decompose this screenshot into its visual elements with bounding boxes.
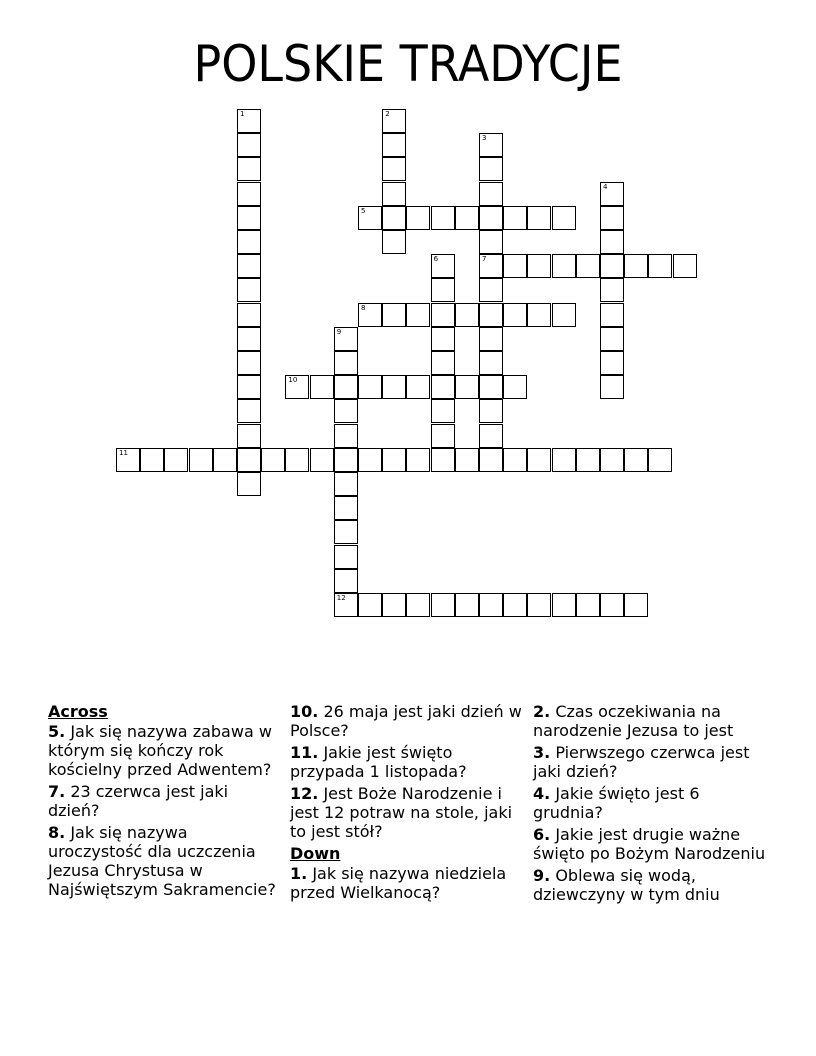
clue-number: 12. bbox=[290, 784, 319, 803]
grid-cell[interactable] bbox=[140, 448, 164, 472]
grid-cell[interactable] bbox=[334, 327, 358, 351]
grid-cell[interactable] bbox=[237, 375, 261, 399]
grid-cell[interactable] bbox=[479, 278, 503, 302]
grid-cell[interactable] bbox=[116, 448, 140, 472]
clue-column-2 bbox=[290, 702, 525, 905]
grid-cell[interactable] bbox=[600, 278, 624, 302]
clue-number: 3. bbox=[533, 743, 551, 762]
clue-number: 2. bbox=[533, 702, 551, 721]
grid-cell[interactable] bbox=[237, 206, 261, 230]
grid-cell[interactable] bbox=[576, 593, 600, 617]
grid-cell[interactable] bbox=[237, 399, 261, 423]
clue-down-9 bbox=[533, 866, 768, 904]
grid-cell[interactable] bbox=[237, 424, 261, 448]
grid-cell[interactable] bbox=[334, 424, 358, 448]
across-heading: Across bbox=[48, 702, 108, 721]
grid-cell[interactable] bbox=[382, 375, 406, 399]
clue-number: 9. bbox=[533, 866, 551, 885]
grid-cell[interactable] bbox=[479, 133, 503, 157]
grid-cell[interactable] bbox=[600, 375, 624, 399]
clue-number: 7. bbox=[48, 782, 66, 801]
clue-across-8 bbox=[48, 823, 283, 899]
grid-cell[interactable] bbox=[600, 230, 624, 254]
grid-cell[interactable] bbox=[552, 303, 576, 327]
grid-cell[interactable] bbox=[382, 182, 406, 206]
grid-cell[interactable] bbox=[600, 351, 624, 375]
grid-cell[interactable] bbox=[431, 254, 455, 278]
clue-text: Jakie święto jest 6 grudnia? bbox=[533, 784, 700, 822]
grid-cell[interactable] bbox=[624, 593, 648, 617]
grid-cell[interactable] bbox=[503, 206, 527, 230]
grid-cell[interactable] bbox=[552, 448, 576, 472]
grid-cell[interactable] bbox=[600, 254, 624, 278]
grid-cell[interactable] bbox=[237, 278, 261, 302]
grid-cell[interactable] bbox=[600, 327, 624, 351]
grid-cell[interactable] bbox=[479, 448, 503, 472]
grid-cell[interactable] bbox=[479, 182, 503, 206]
clue-number-label: 7 bbox=[482, 255, 487, 264]
clue-across-12 bbox=[290, 784, 525, 841]
grid-cell[interactable] bbox=[358, 448, 382, 472]
grid-cell[interactable] bbox=[455, 593, 479, 617]
grid-cell[interactable] bbox=[479, 399, 503, 423]
grid-cell[interactable] bbox=[576, 448, 600, 472]
grid-cell[interactable] bbox=[334, 496, 358, 520]
clue-number-label: 2 bbox=[385, 110, 390, 118]
clue-text: Oblewa się wodą, dziewczyny w tym dniu bbox=[533, 866, 720, 904]
grid-cell[interactable] bbox=[600, 206, 624, 230]
grid-cell[interactable] bbox=[237, 448, 261, 472]
grid-cell[interactable] bbox=[334, 448, 358, 472]
clue-number-label: 8 bbox=[361, 303, 366, 312]
grid-cell[interactable] bbox=[479, 254, 503, 278]
grid-cell[interactable] bbox=[527, 448, 551, 472]
clue-down-3 bbox=[533, 743, 768, 781]
grid-cell[interactable] bbox=[237, 230, 261, 254]
grid-cell[interactable] bbox=[527, 254, 551, 278]
grid-cell[interactable] bbox=[237, 472, 261, 496]
grid-cell[interactable] bbox=[382, 303, 406, 327]
grid-cell[interactable] bbox=[237, 327, 261, 351]
grid-cell[interactable] bbox=[189, 448, 213, 472]
clue-across-5 bbox=[48, 722, 283, 779]
grid-cell[interactable] bbox=[334, 569, 358, 593]
clue-number-label: 3 bbox=[482, 134, 487, 143]
down-heading: Down bbox=[290, 844, 341, 863]
grid-cell[interactable] bbox=[358, 375, 382, 399]
grid-cell[interactable] bbox=[600, 182, 624, 206]
clue-down-1 bbox=[290, 864, 525, 902]
grid-cell[interactable] bbox=[406, 593, 430, 617]
grid-cell[interactable] bbox=[261, 448, 285, 472]
grid-cell[interactable] bbox=[406, 448, 430, 472]
grid-cell[interactable] bbox=[358, 206, 382, 230]
grid-cell[interactable] bbox=[503, 448, 527, 472]
grid-cell[interactable] bbox=[358, 303, 382, 327]
clue-text: Jak się nazywa zabawa w którym się kończy rok kościelny przed Adwentem? bbox=[48, 722, 272, 779]
clue-number-label: 12 bbox=[336, 594, 346, 602]
grid-cell[interactable] bbox=[503, 254, 527, 278]
grid-cell[interactable] bbox=[479, 327, 503, 351]
grid-cell[interactable] bbox=[527, 593, 551, 617]
clue-text: Jest Boże Narodzenie i jest 12 potraw na stole, jaki to jest stół? bbox=[290, 784, 513, 841]
grid-cell[interactable] bbox=[431, 303, 455, 327]
clue-text: 26 maja jest jaki dzień w Polsce? bbox=[290, 702, 522, 740]
grid-cell[interactable] bbox=[479, 206, 503, 230]
clue-number: 1. bbox=[290, 864, 308, 883]
grid-cell[interactable] bbox=[503, 593, 527, 617]
grid-cell[interactable] bbox=[382, 593, 406, 617]
clue-number-label: 1 bbox=[240, 110, 245, 118]
grid-cell[interactable] bbox=[406, 206, 430, 230]
grid-cell[interactable] bbox=[213, 448, 237, 472]
clue-text: Jak się nazywa uroczystość dla uczczenia Jezusa Chrystusa w Najświętszym Sakramencie? bbox=[48, 823, 276, 899]
grid-cell[interactable] bbox=[285, 448, 309, 472]
grid-cell[interactable] bbox=[358, 593, 382, 617]
grid-cell[interactable] bbox=[552, 254, 576, 278]
grid-cell[interactable] bbox=[237, 157, 261, 181]
grid-cell[interactable] bbox=[431, 278, 455, 302]
grid-cell[interactable] bbox=[382, 230, 406, 254]
grid-cell[interactable] bbox=[455, 448, 479, 472]
grid-cell[interactable] bbox=[455, 303, 479, 327]
clue-column-3 bbox=[533, 702, 768, 907]
clue-down-6 bbox=[533, 825, 768, 863]
grid-cell[interactable] bbox=[479, 593, 503, 617]
grid-cell[interactable] bbox=[479, 375, 503, 399]
clue-number: 4. bbox=[533, 784, 551, 803]
grid-cell[interactable] bbox=[600, 448, 624, 472]
grid-cell[interactable] bbox=[431, 351, 455, 375]
grid-cell[interactable] bbox=[431, 375, 455, 399]
grid-cell[interactable] bbox=[334, 545, 358, 569]
grid-cell[interactable] bbox=[648, 448, 672, 472]
grid-cell[interactable] bbox=[431, 399, 455, 423]
clue-text: Jakie jest święto przypada 1 listopada? bbox=[290, 743, 467, 781]
clue-down-4 bbox=[533, 784, 768, 822]
grid-cell[interactable] bbox=[406, 375, 430, 399]
grid-cell[interactable] bbox=[455, 206, 479, 230]
clue-number-label: 6 bbox=[433, 255, 439, 264]
grid-cell[interactable] bbox=[310, 448, 334, 472]
clue-number: 8. bbox=[48, 823, 66, 842]
grid-cell[interactable] bbox=[382, 109, 406, 133]
grid-cell[interactable] bbox=[479, 303, 503, 327]
puzzle-title: POLSKIE TRADYCJE bbox=[193, 35, 623, 93]
grid-cell[interactable] bbox=[285, 375, 309, 399]
grid-cell[interactable] bbox=[624, 448, 648, 472]
grid-cell[interactable] bbox=[382, 206, 406, 230]
grid-cell[interactable] bbox=[600, 593, 624, 617]
grid-cell[interactable] bbox=[431, 206, 455, 230]
grid-cell[interactable] bbox=[406, 303, 430, 327]
clue-text: Jak się nazywa niedziela przed Wielkanocą? bbox=[290, 864, 507, 902]
grid-cell[interactable] bbox=[624, 254, 648, 278]
clue-number-label: 5 bbox=[361, 206, 366, 215]
clue-text: 23 czerwca jest jaki dzień? bbox=[48, 782, 229, 820]
clue-across-11 bbox=[290, 743, 525, 781]
clue-number-label: 4 bbox=[603, 182, 608, 191]
grid-cell[interactable] bbox=[237, 109, 261, 133]
clue-column-1 bbox=[48, 702, 283, 902]
clue-across-10 bbox=[290, 702, 525, 740]
clue-number-label: 11 bbox=[119, 448, 128, 457]
grid-cell[interactable] bbox=[334, 351, 358, 375]
grid-cell[interactable] bbox=[479, 351, 503, 375]
clue-number: 5. bbox=[48, 722, 66, 741]
grid-cell[interactable] bbox=[503, 303, 527, 327]
grid-cell[interactable] bbox=[334, 472, 358, 496]
clue-number-label: 10 bbox=[288, 376, 298, 385]
grid-cell[interactable] bbox=[552, 593, 576, 617]
grid-cell[interactable] bbox=[334, 520, 358, 544]
clue-number: 10. bbox=[290, 702, 319, 721]
clue-text: Pierwszego czerwca jest jaki dzień? bbox=[533, 743, 750, 781]
grid-cell[interactable] bbox=[237, 182, 261, 206]
grid-cell[interactable] bbox=[431, 327, 455, 351]
grid-cell[interactable] bbox=[527, 206, 551, 230]
grid-cell[interactable] bbox=[237, 133, 261, 157]
grid-cell[interactable] bbox=[431, 593, 455, 617]
grid-cell[interactable] bbox=[334, 399, 358, 423]
grid-cell[interactable] bbox=[164, 448, 188, 472]
grid-cell[interactable] bbox=[479, 230, 503, 254]
grid-cell[interactable] bbox=[431, 448, 455, 472]
grid-cell[interactable] bbox=[600, 303, 624, 327]
grid-cell[interactable] bbox=[382, 448, 406, 472]
grid-cell[interactable] bbox=[576, 254, 600, 278]
clue-text: Czas oczekiwania na narodzenie Jezusa to jest bbox=[533, 702, 734, 740]
clue-number: 6. bbox=[533, 825, 551, 844]
grid-cell[interactable] bbox=[334, 593, 358, 617]
grid-cell[interactable] bbox=[334, 375, 358, 399]
grid-cell[interactable] bbox=[479, 424, 503, 448]
clue-across-7 bbox=[48, 782, 283, 820]
grid-cell[interactable] bbox=[382, 157, 406, 181]
grid-cell[interactable] bbox=[310, 375, 334, 399]
grid-cell[interactable] bbox=[479, 157, 503, 181]
grid-cell[interactable] bbox=[673, 254, 697, 278]
grid-cell[interactable] bbox=[382, 133, 406, 157]
clue-down-2 bbox=[533, 702, 768, 740]
grid-cell[interactable] bbox=[455, 375, 479, 399]
grid-cell[interactable] bbox=[503, 375, 527, 399]
grid-cell[interactable] bbox=[237, 254, 261, 278]
grid-cell[interactable] bbox=[552, 206, 576, 230]
clue-number-label: 9 bbox=[336, 327, 342, 336]
clue-number: 11. bbox=[290, 743, 319, 762]
grid-cell[interactable] bbox=[237, 351, 261, 375]
clue-text: Jakie jest drugie ważne święto po Bożym Narodzeniu bbox=[533, 825, 766, 863]
grid-cell[interactable] bbox=[527, 303, 551, 327]
grid-cell[interactable] bbox=[431, 424, 455, 448]
grid-cell[interactable] bbox=[237, 303, 261, 327]
grid-cell[interactable] bbox=[648, 254, 672, 278]
